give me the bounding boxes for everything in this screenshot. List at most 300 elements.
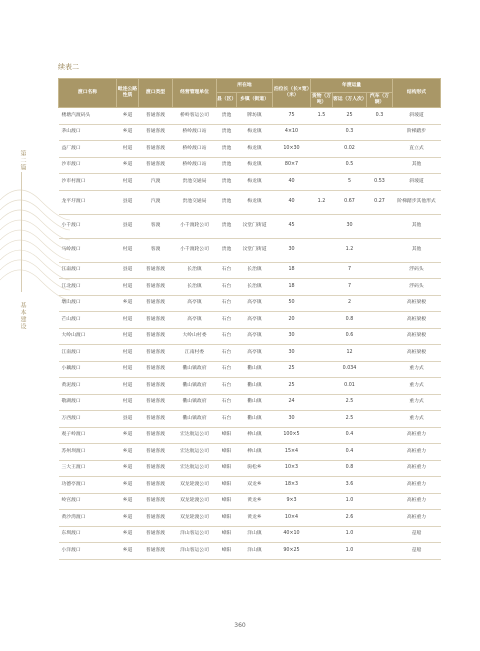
table-cell: 村道 (117, 141, 139, 158)
table-cell: 1.0 (333, 526, 367, 543)
table-cell: 小洋渡口 (59, 543, 117, 560)
ferry-table (58, 78, 441, 560)
table-cell: 衢山镇政府 (173, 411, 217, 428)
table-cell: 3.6 (333, 477, 367, 494)
table-cell: 衢山镇 (237, 411, 273, 428)
table-row (59, 174, 441, 191)
table-cell: 高桩重力 (393, 444, 441, 461)
table-cell: 棒山镇 (237, 444, 273, 461)
table-cell: 2 (333, 295, 367, 312)
table-cell: 贵池 (217, 214, 237, 238)
table-cell: 贵池 (217, 190, 237, 214)
table-cell: 长治镇 (237, 262, 273, 279)
table-cell: 峰阳 (217, 526, 237, 543)
table-row (59, 190, 441, 214)
table-cell: 棒山镇 (237, 427, 273, 444)
table-cell (367, 444, 393, 461)
table-cell: 梅龙镇 (237, 174, 273, 191)
table-cell: 三大王渡口 (59, 460, 117, 477)
table-cell: 石台 (217, 361, 237, 378)
table-cell: 重力式 (393, 361, 441, 378)
table-cell: 1.0 (333, 543, 367, 560)
table-cell: 0.01 (333, 378, 367, 395)
table-cell: 小千渡轮公司 (173, 214, 217, 238)
table-cell (311, 124, 333, 141)
table-cell: 衢山镇政府 (173, 378, 217, 395)
table-cell: 长治镇 (173, 279, 217, 296)
table-cell (367, 328, 393, 345)
table-cell: 普通客渡 (139, 493, 173, 510)
table-cell: 4×10 (273, 124, 311, 141)
table-cell: 重力式 (393, 394, 441, 411)
table-cell: 黄沙湾渡口 (59, 510, 117, 527)
table-cell: 贵池 (217, 174, 237, 191)
table-cell: 石台 (217, 295, 237, 312)
table-cell: 驹松乡 (237, 460, 273, 477)
table-cell: 楼塘汽渡码头 (59, 108, 117, 125)
table-cell: 双龙乡 (237, 477, 273, 494)
table-cell (367, 378, 393, 395)
table-cell: 10×4 (273, 510, 311, 527)
table-cell: 功德亭渡口 (59, 477, 117, 494)
table-cell (367, 124, 393, 141)
table-cell: 10×3 (273, 460, 311, 477)
table-cell: 石台 (217, 378, 237, 395)
table-cell: 高桩梁板 (393, 345, 441, 362)
table-cell: 沙市村渡口 (59, 174, 117, 191)
header-type: 渡口类型 (139, 79, 173, 108)
table-cell: 2.6 (333, 510, 367, 527)
table-cell: 0.034 (333, 361, 367, 378)
table-cell (311, 214, 333, 238)
table-cell: 普通客渡 (139, 328, 173, 345)
table-cell: 重力式 (393, 411, 441, 428)
table-cell: 贵池 (217, 238, 237, 262)
table-row (59, 444, 441, 461)
table-cell: 普通客渡 (139, 262, 173, 279)
table-cell (311, 378, 333, 395)
table-cell (311, 345, 333, 362)
table-body (59, 108, 441, 560)
table-cell: 贵池 (217, 108, 237, 125)
table-cell: 24 (273, 394, 311, 411)
table-cell: 贵池 (217, 124, 237, 141)
table-row (59, 157, 441, 174)
table-cell: 贵池 (217, 157, 237, 174)
table-cell: 小千渡轮公司 (173, 238, 217, 262)
table-row (59, 312, 441, 329)
table-cell: 梅龙镇 (237, 190, 273, 214)
table-cell: 乡道 (117, 460, 139, 477)
table-cell (311, 444, 333, 461)
table-cell: 贵池交通局 (173, 174, 217, 191)
table-cell: 普通客渡 (139, 295, 173, 312)
table-cell: 龙平圩渡口 (59, 190, 117, 214)
table-cell (311, 238, 333, 262)
table-cell: 高亭镇 (173, 312, 217, 329)
table-cell: 斜坡道 (393, 108, 441, 125)
table-cell (311, 526, 333, 543)
table-cell: 普通客渡 (139, 157, 173, 174)
table-cell: 衢山镇政府 (173, 394, 217, 411)
table-row (59, 526, 441, 543)
table-cell: 普通客渡 (139, 279, 173, 296)
table-cell: 1.2 (311, 190, 333, 214)
table-cell: 0.4 (333, 427, 367, 444)
header-location: 所在地 (217, 79, 273, 93)
table-cell: 高桩梁板 (393, 328, 441, 345)
table-cell: 1.2 (333, 238, 367, 262)
table-cell: 浮码头 (393, 279, 441, 296)
table-cell: 洋山客运公司 (173, 526, 217, 543)
table-row (59, 214, 441, 238)
table-cell (311, 477, 333, 494)
table-cell (367, 493, 393, 510)
table-cell: 宏达航运公司 (173, 460, 217, 477)
table-row (59, 279, 441, 296)
table-cell: 25 (273, 378, 311, 395)
table-cell: 高桩梁板 (393, 295, 441, 312)
table-cell: 苏州坝渡口 (59, 444, 117, 461)
table-cell: 东圳渡口 (59, 526, 117, 543)
table-cell: 0.8 (333, 460, 367, 477)
table-cell: 村道 (117, 279, 139, 296)
table-cell: 村道 (117, 345, 139, 362)
table-cell: 江南村委 (173, 345, 217, 362)
header-name: 渡口名称 (59, 79, 117, 108)
table-row (59, 493, 441, 510)
table-cell: 75 (273, 108, 311, 125)
table-cell: 村道 (117, 312, 139, 329)
table-cell: 大岭山渡口 (59, 328, 117, 345)
table-cell (367, 460, 393, 477)
table-cell: 乡道 (117, 157, 139, 174)
table-cell: 乡道 (117, 444, 139, 461)
table-cell: 普通客渡 (139, 345, 173, 362)
table-cell: 芒山渡口 (59, 312, 117, 329)
table-cell: 浮码头 (393, 262, 441, 279)
table-cell: 洋山客运公司 (173, 543, 217, 560)
table-cell: 黄泥渡口 (59, 378, 117, 395)
header-town: 乡镇（街道） (237, 93, 273, 108)
table-cell: 衢山镇 (237, 361, 273, 378)
table-cell (311, 361, 333, 378)
table-cell: 高桩重力 (393, 427, 441, 444)
table-cell (311, 312, 333, 329)
table-cell: 汶堂门街道 (237, 238, 273, 262)
table-cell: 其他 (393, 238, 441, 262)
table-row (59, 295, 441, 312)
table-cell: 高亭镇 (173, 295, 217, 312)
table-cell (367, 411, 393, 428)
table-cell: 40×10 (273, 526, 311, 543)
table-cell: 20 (273, 312, 311, 329)
table-cell: 长治镇 (237, 279, 273, 296)
table-cell: 18 (273, 279, 311, 296)
table-cell: 2.5 (333, 394, 367, 411)
table-cell: 10×30 (273, 141, 311, 158)
table-cell (367, 238, 393, 262)
table-cell (311, 279, 333, 296)
table-cell: 其他 (393, 157, 441, 174)
header-vehicle: 汽车（万辆） (367, 93, 393, 108)
table-cell: 阶梯踏步其他形式 (393, 190, 441, 214)
table-cell: 40 (273, 174, 311, 191)
table-cell: 桥岭客运公司 (173, 108, 217, 125)
table-cell: 0.02 (333, 141, 367, 158)
table-cell: 县道 (117, 262, 139, 279)
table-cell (311, 141, 333, 158)
table-cell: 村道 (117, 174, 139, 191)
table-row (59, 394, 441, 411)
table-cell: 0.3 (367, 108, 393, 125)
table-cell: 30 (273, 238, 311, 262)
table-cell: 重力式 (393, 378, 441, 395)
table-cell: 高亭镇 (237, 312, 273, 329)
table-cell: 25 (333, 108, 367, 125)
table-cell: 村道 (117, 378, 139, 395)
table-cell: 0.3 (333, 124, 367, 141)
table-row (59, 141, 441, 158)
table-cell: 梅龙镇 (237, 124, 273, 141)
table-cell (367, 141, 393, 158)
table-cell: 梅龙镇 (237, 141, 273, 158)
table-cell: 沙市渡口 (59, 157, 117, 174)
table-cell (367, 427, 393, 444)
table-cell (311, 394, 333, 411)
table-cell (367, 394, 393, 411)
table-cell: 30 (273, 411, 311, 428)
header-structure: 结构形式 (393, 79, 441, 108)
table-cell (311, 543, 333, 560)
table-cell: 乡道 (117, 295, 139, 312)
table-cell: 汽渡 (139, 190, 173, 214)
table-cell (311, 295, 333, 312)
table-cell: 洋山镇 (237, 526, 273, 543)
table-cell: 大岭山村委 (173, 328, 217, 345)
table-row (59, 378, 441, 395)
table-cell (311, 262, 333, 279)
table-cell: 桥岭渡口站 (173, 141, 217, 158)
table-cell (367, 157, 393, 174)
table-cell: 乡道 (117, 510, 139, 527)
table-cell: 江南渡口 (59, 345, 117, 362)
table-cell: 村道 (117, 361, 139, 378)
table-cell (367, 262, 393, 279)
table-cell: 高亭镇 (237, 328, 273, 345)
table-cell: 墩山渡口 (59, 295, 117, 312)
table-cell: 村道 (117, 328, 139, 345)
table-cell (311, 411, 333, 428)
table-row (59, 510, 441, 527)
table-cell: 乡道 (117, 543, 139, 560)
table-row (59, 411, 441, 428)
table-cell (367, 510, 393, 527)
table-cell: 汽渡 (139, 174, 173, 191)
table-cell (367, 214, 393, 238)
header-county: 县（区） (217, 93, 237, 108)
table-cell: 观子岭渡口 (59, 427, 117, 444)
table-cell: 15×4 (273, 444, 311, 461)
side-divider (21, 172, 22, 292)
table-cell: 乡道 (117, 477, 139, 494)
table-cell: 1.0 (333, 493, 367, 510)
table-row (59, 361, 441, 378)
table-cell: 峰阳 (217, 477, 237, 494)
table-cell: 县道 (117, 190, 139, 214)
table-cell: 高亭镇 (237, 345, 273, 362)
table-cell: 石台 (217, 279, 237, 296)
table-cell: 石台 (217, 262, 237, 279)
table-cell (367, 526, 393, 543)
table-cell: 直立式 (393, 141, 441, 158)
table-cell: 客渡 (139, 214, 173, 238)
table-cell: 高桩重力 (393, 493, 441, 510)
table-row (59, 108, 441, 125)
table-cell (311, 510, 333, 527)
table-cell: 峰阳 (217, 543, 237, 560)
table-cell: 峰阳 (217, 493, 237, 510)
table-row (59, 124, 441, 141)
table-cell: 普通客渡 (139, 411, 173, 428)
table-cell: 高桩重力 (393, 477, 441, 494)
table-cell: 18×3 (273, 477, 311, 494)
table-cell: 岭宫渡口 (59, 493, 117, 510)
table-cell: 普通客渡 (139, 444, 173, 461)
table-cell: 峰阳 (217, 444, 237, 461)
table-cell: 0.67 (333, 190, 367, 214)
table-cell: 7 (333, 262, 367, 279)
table-cell: 敬湖渡口 (59, 394, 117, 411)
header-unit: 经营管理单位 (173, 79, 217, 108)
table-cell: 普通客渡 (139, 124, 173, 141)
table-cell (311, 174, 333, 191)
side-section-label: 基本建设 (19, 302, 26, 330)
table-cell: 石台 (217, 328, 237, 345)
table-cell: 25 (273, 361, 311, 378)
table-cell: 0.5 (333, 157, 367, 174)
table-cell: 80×7 (273, 157, 311, 174)
table-row (59, 238, 441, 262)
table-cell: 高桩重力 (393, 510, 441, 527)
table-cell: 普通客渡 (139, 394, 173, 411)
table-cell: 1.5 (311, 108, 333, 125)
table-row (59, 477, 441, 494)
table-cell: 0.27 (367, 190, 393, 214)
table-cell: 贵池交通局 (173, 190, 217, 214)
table-cell: 普通客渡 (139, 108, 173, 125)
table-row (59, 460, 441, 477)
table-cell: 40 (273, 190, 311, 214)
table-cell (311, 427, 333, 444)
table-cell: 石台 (217, 411, 237, 428)
table-cell: 峰阳 (217, 510, 237, 527)
table-cell: 30 (273, 328, 311, 345)
table-cell: 江南渡口 (59, 262, 117, 279)
table-cell: 梅龙镇 (237, 157, 273, 174)
table-cell: 0.6 (333, 328, 367, 345)
table-cell: 石台 (217, 345, 237, 362)
table-cell: 乡道 (117, 427, 139, 444)
table-cell: 双龙轮渡公司 (173, 493, 217, 510)
table-cell: 石台 (217, 394, 237, 411)
table-row (59, 543, 441, 560)
table-cell (367, 312, 393, 329)
table-cell: 100×5 (273, 427, 311, 444)
table-cell: 双龙轮渡公司 (173, 510, 217, 527)
table-cell: 茅山渡口 (59, 124, 117, 141)
table-cell: 普通客渡 (139, 510, 173, 527)
table-cell: 客渡 (139, 238, 173, 262)
table-caption: 续表二 (58, 63, 79, 71)
table-cell: 普通客渡 (139, 141, 173, 158)
table-cell: 乡道 (117, 108, 139, 125)
table-cell: 宏达航运公司 (173, 427, 217, 444)
header-road: 毗连公路性质 (117, 79, 139, 108)
table-cell: 宏达航运公司 (173, 444, 217, 461)
table-cell: 村道 (117, 394, 139, 411)
table-cell: 高桩重力 (393, 460, 441, 477)
header-passenger: 客运（万人次） (333, 93, 367, 108)
table-cell: 乡道 (117, 526, 139, 543)
table-cell: 小千渡口 (59, 214, 117, 238)
table-cell: 30 (273, 345, 311, 362)
table-cell: 2.5 (333, 411, 367, 428)
table-cell: 普通客渡 (139, 378, 173, 395)
table-cell: 普通客渡 (139, 526, 173, 543)
table-cell: 衢山镇 (237, 394, 273, 411)
table-cell: 12 (333, 345, 367, 362)
table-cell: 斜坡道 (393, 174, 441, 191)
table-cell: 90×25 (273, 543, 311, 560)
table-cell: 9×3 (273, 493, 311, 510)
table-cell: 贵池 (217, 141, 237, 158)
table-cell: 桥岭渡口站 (173, 157, 217, 174)
table-cell (311, 157, 333, 174)
table-cell: 牌坊镇 (237, 108, 273, 125)
table-cell: 高桩梁板 (393, 312, 441, 329)
table-cell: 桥岭渡口站 (173, 124, 217, 141)
table-cell: 衢山镇政府 (173, 361, 217, 378)
table-cell (367, 279, 393, 296)
table-cell (367, 477, 393, 494)
table-cell: 趸船 (393, 543, 441, 560)
table-cell: 江北渡口 (59, 279, 117, 296)
table-cell: 普通客渡 (139, 543, 173, 560)
table-cell (311, 493, 333, 510)
header-cargo: 货物（万吨） (311, 93, 333, 108)
table-cell (367, 361, 393, 378)
table-cell: 普通客渡 (139, 361, 173, 378)
table-cell: 万西渡口 (59, 411, 117, 428)
table-cell: 县道 (117, 214, 139, 238)
table-cell: 阶梯踏步 (393, 124, 441, 141)
page-number: 360 (234, 622, 246, 629)
table-cell: 小藕渡口 (59, 361, 117, 378)
table-cell: 18 (273, 262, 311, 279)
table-cell: 乡道 (117, 124, 139, 141)
table-cell: 益厂渡口 (59, 141, 117, 158)
table-cell: 石台 (217, 312, 237, 329)
table-cell: 50 (273, 295, 311, 312)
table-cell: 普通客渡 (139, 460, 173, 477)
table-cell: 普通客渡 (139, 427, 173, 444)
table-cell: 高亭镇 (237, 295, 273, 312)
table-cell (367, 345, 393, 362)
table-cell: 其他 (393, 214, 441, 238)
table-cell (311, 460, 333, 477)
table-cell: 衢山镇 (237, 378, 273, 395)
